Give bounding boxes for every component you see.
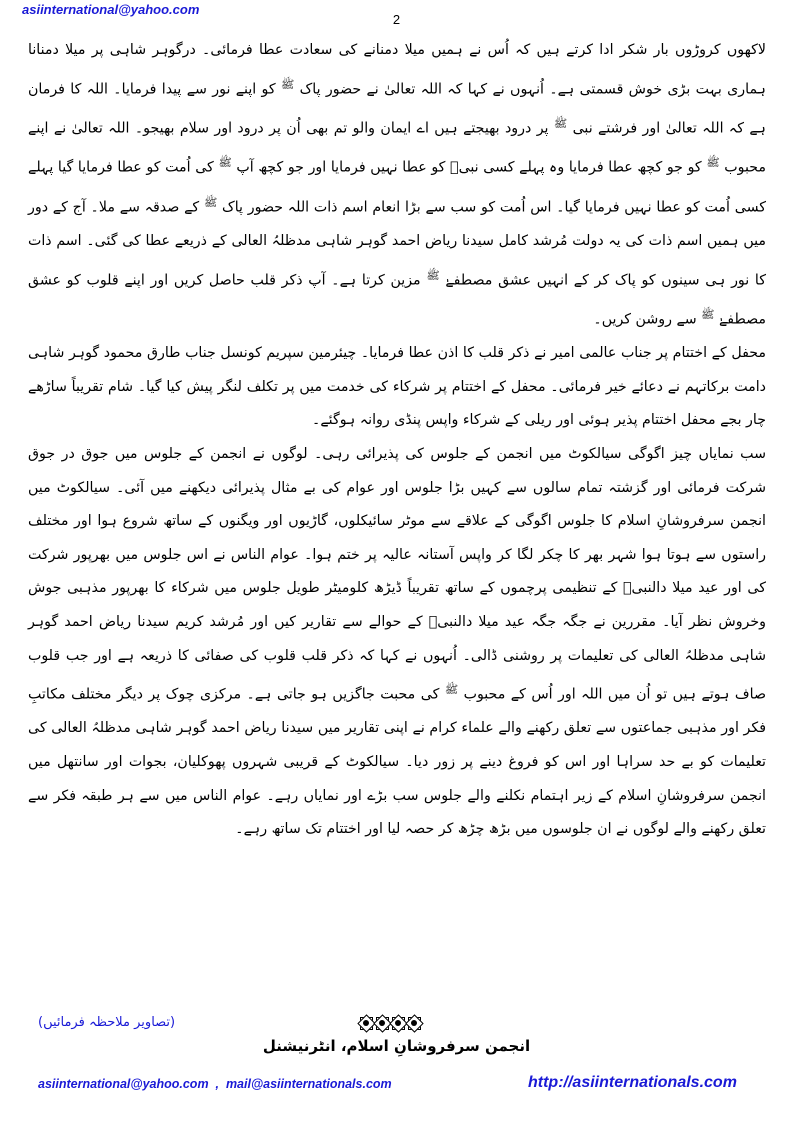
star-ornament-icon	[391, 1016, 405, 1030]
text-segment: لاکھوں کروڑوں بار شکر ادا کرتے ہیں کہ اُس نے ہمیں میلا دمنانے کی سعادت عطا فرمائی۔ درگوہر شاہی پر میلا دمنانا ہماری بہت بڑی خوش قسمتی ہے۔ اُنہوں نے کہا کہ اللہ تعالیٰ نے حضور پاک	[28, 42, 766, 98]
text-segment: سے روشن کریں۔	[593, 311, 702, 328]
pbuh-honorific-icon: ﷺ	[426, 268, 440, 282]
pbuh-honorific-icon: ﷺ	[706, 156, 720, 170]
pbuh-honorific-icon: ﷺ	[280, 77, 295, 91]
ornament-divider	[350, 1016, 430, 1030]
header-email[interactable]: asiinternational@yahoo.com	[22, 2, 200, 17]
paragraph-3	[28, 438, 766, 847]
text-segment: کی اُمت کو عطا فرمایا گیا پہلے کسی اُمت کو عطا نہیں فرمایا گیا۔ اس اُمت کو سب سے بڑا انعام اسم ذات اللہ حضور پاک	[28, 159, 766, 216]
paragraph-2	[28, 337, 766, 438]
pbuh-honorific-icon: ﷺ	[218, 156, 232, 170]
footer-emails	[38, 1077, 392, 1091]
text-segment: سب نمایاں چیز اگوگی سیالکوٹ میں انجمن کے جلوس کی پذیرائی رہی۔ لوگوں نے انجمن کے جلوس میں جوق در جوق شرکت فرمائی اور گزشتہ تمام سالوں سے کہیں بڑا جلوس اور عوام کی بے مثال پذیرائی دیکھنے میں آئی۔ سیالکوٹ میں انجمن سرفروشانِ اسلام کا جلوس اگوگی کے علاقے سے موٹر سائیکلوں، گاڑیوں اور ویگنوں کے ساتھ شروع ہوا اور مختلف راستوں سے ہوتا ہوا شہر بھر کا چکر لگا کر واپس آستانہ عالیہ پر ختم ہوا۔ عوام الناس نے اس جلوس میں بھرپور شرکت کی اور عید میلا دالنبیؐ کے تنظیمی پرچموں کے ساتھ تقریباً ڈیڑھ کلومیٹر طویل جلوس میں شرکاء کا بھرپور مذہبی جوش وخروش نظر آیا۔ مقررین نے جگہ جگہ عید میلا دالنبیؐ کے حوالے سے تقاریر کیں اور مُرشد کریم سیدنا ریاض احمد گوہر شاہی مدظلہُ العالی کی تعلیمات پر روشنی ڈالی۔ اُنہوں نے کہا کہ ذکر قلب قلوب کی صفائی کا ذریعہ ہے اور جب قلوب صاف ہوتے ہیں تو اُن میں اللہ اور اُس کے محبوب	[28, 445, 767, 703]
text-segment: کو اپنے نور سے پیدا فرمایا۔ اللہ کا فرمان ہے کہ اللہ تعالیٰ اور فرشتے نبی	[28, 81, 766, 137]
pbuh-honorific-icon: ﷺ	[701, 307, 715, 321]
page-number: 2	[392, 12, 401, 27]
star-ornament-icon	[359, 1016, 373, 1030]
star-ornament-icon	[407, 1016, 421, 1030]
photos-note: (تصاویر ملاحظہ فرمائیں)	[38, 1015, 176, 1030]
text-segment: کی محبت جاگزیں ہو جاتی ہے۔ مرکزی چوک پر دیگر مختلف مکاتبِ فکر اور مذہبی جماعتوں سے تعلق رکھنے والے علماء کرام نے اپنی تقاریر میں سیدنا ریاض احمد گوہر شاہی مدظلہُ العالی کی تعلیمات کو بے حد سراہا اور اس کو فروغ دینے پر زور دیا۔ سیالکوٹ کے قریبی شہروں پھوکلیان، بجوات اور سانتھل میں انجمن سرفروشانِ اسلام کے زیر اہتمام نکلنے والے جلوس سب بڑے اور نمایاں رہے۔ عوام الناس میں سے ہر طبقہ فکر سے تعلق رکھنے والے لوگوں نے ان جلوسوں میں بڑھ چڑھ کر حصہ لیا اور اختتام تک ساتھ رہے۔	[28, 686, 766, 838]
text-segment: کو جو کچھ عطا فرمایا وہ پہلے کسی نبیؐ کو عطا نہیں فرمایا اور جو کچھ آپ	[231, 159, 707, 176]
email-separator: ,	[208, 1077, 226, 1091]
pbuh-honorific-icon: ﷺ	[553, 116, 568, 130]
pbuh-honorific-icon: ﷺ	[203, 195, 218, 209]
star-ornament-icon	[375, 1016, 389, 1030]
organization-name: انجمن سرفروشانِ اسلام، انٹرنیشنل	[262, 1037, 531, 1055]
website-link[interactable]: http://asiinternationals.com	[528, 1074, 737, 1091]
paragraph-1	[28, 34, 766, 337]
text-segment: محفل کے اختتام پر جناب عالمی امیر نے ذکر قلب کا اذن عطا فرمایا۔ چیئرمین سپریم کونسل جناب طارق محمود گوہر شاہی دامت برکاتہم نے دعائے خیر فرمائی۔ محفل کے اختتام پر شرکاء کی خدمت میں پر تکلف لنگر پیش کیا گیا۔ شام تقریباً ساڑھے چار بجے محفل اختتام پذیر ہوئی اور ریلی کے شرکاء واپس پنڈی روانہ ہوگئے۔	[28, 345, 766, 429]
text-segment: کے صدقہ سے ملا۔ آج کے دور میں ہمیں اسم ذات کی یہ دولت مُرشد کامل سیدنا ریاض احمد گوہر شاہی مدظلہُ العالی کے ذریعے عطا کی گئی۔ اسم ذات کا نور ہی سینوں کو پاک کر کے انہیں عشق مصطفےٰ	[28, 199, 766, 289]
footer-email-primary[interactable]: asiinternational@yahoo.com	[38, 1077, 209, 1091]
footer-email-secondary[interactable]: mail@asiinternationals.com	[225, 1077, 392, 1091]
text-segment: مزین کرتا ہے۔ آپ ذکر قلب حاصل کریں اور اپنے قلوب کو عشق مصطفےٰ	[28, 272, 766, 328]
text-segment: پر درود بھیجتے ہیں اے ایمان والو تم بھی اُن پر درود اور سلام بھیجو۔ اللہ تعالیٰ نے اپنے محبوب	[28, 120, 766, 176]
pbuh-honorific-icon: ﷺ	[444, 683, 459, 697]
article-body	[28, 34, 766, 847]
